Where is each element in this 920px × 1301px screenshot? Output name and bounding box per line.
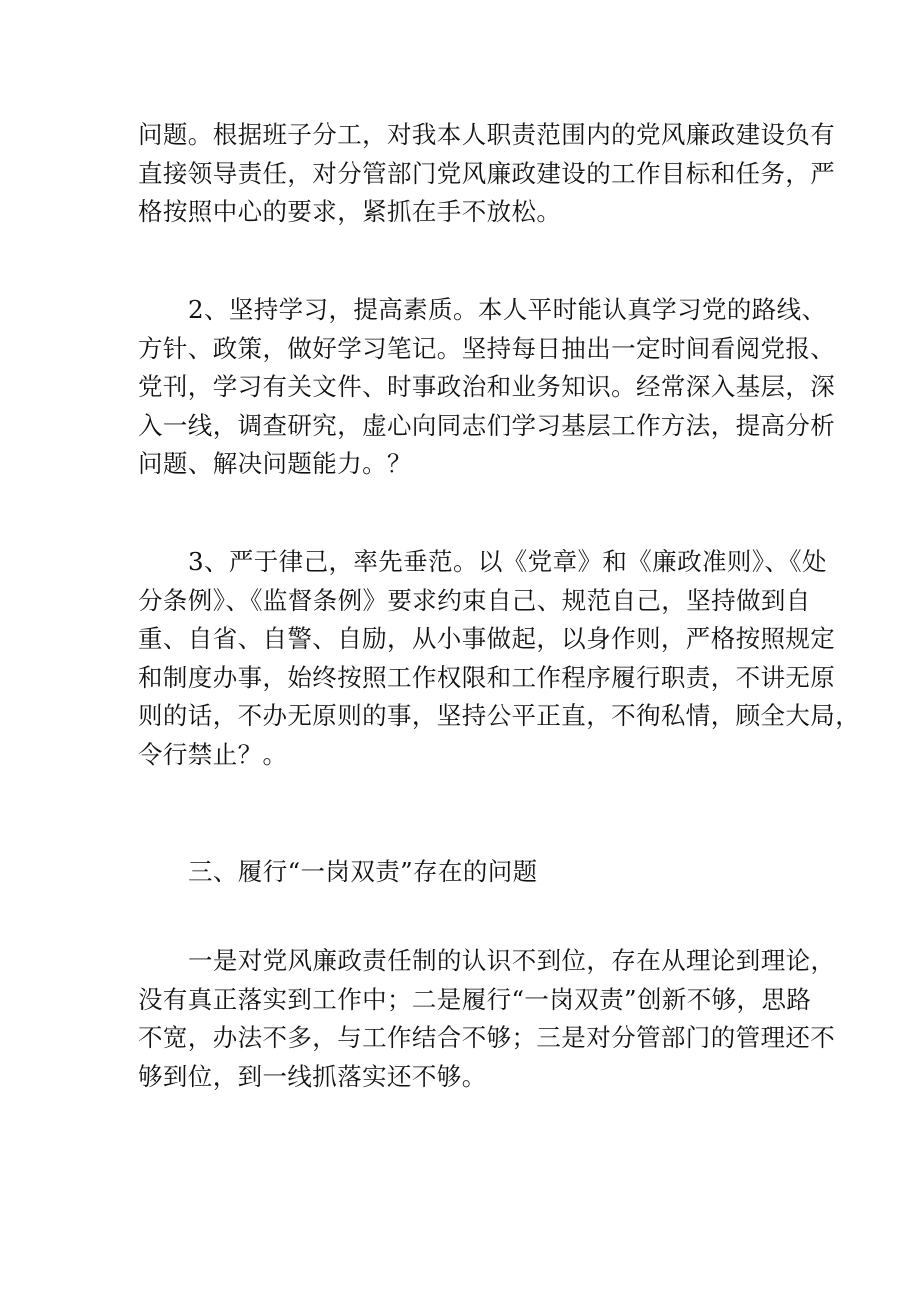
paragraph-responsibility-continuation xyxy=(138,116,836,232)
section-heading-text: 三、履行“一岗双责”存在的问题 xyxy=(188,857,538,886)
text-line: 问题、解决问题能力。？ xyxy=(138,449,412,478)
text-line: 不宽，办法不多，与工作结合不够；三是对分管部门的管理还不 xyxy=(138,1023,836,1052)
text-line: 和制度办事，始终按照工作权限和工作程序履行职责，不讲无原 xyxy=(138,662,836,692)
text-line: 令行禁止？。 xyxy=(138,739,288,769)
text-line: 问题。根据班子分工，对我本人职责范围内的党风廉政建设负有 xyxy=(138,120,836,149)
text-line: 则的话，不办无原则的事，坚持公平正直，不徇私情，顾全大局， xyxy=(138,701,861,730)
text-line: 没有真正落实到工作中；二是履行“一岗双责”创新不够，思路 xyxy=(138,984,812,1014)
text-line: 格按照中心的要求，紧抓在手不放松。 xyxy=(138,197,562,226)
section-heading-3 xyxy=(138,853,790,892)
text-line: 方针、政策，做好学习笔记。坚持每日抽出一定时间看阅党报、 xyxy=(138,333,836,363)
text-line: 一是对党风廉政责任制的认识不到位，存在从理论到理论， xyxy=(188,946,836,975)
text-line: 党刊，学习有关文件、时事政治和业务知识。经常深入基层，深 xyxy=(138,372,836,401)
paragraph-point-3-self-discipline xyxy=(138,543,861,774)
paragraph-problems xyxy=(138,942,836,1096)
text-line: 3、严于律己，率先垂范。以《党章》和《廉政准则》、《处 xyxy=(188,547,827,576)
text-line: 入一线，调查研究，虚心向同志们学习基层工作方法，提高分析 xyxy=(138,410,836,440)
text-line: 重、自省、自警、自励，从小事做起，以身作则，严格按照规定 xyxy=(138,624,836,653)
text-line: 分条例》、《监督条例》要求约束自己、规范自己，坚持做到自 xyxy=(138,585,811,615)
text-line: 直接领导责任，对分管部门党风廉政建设的工作目标和任务，严 xyxy=(138,158,836,188)
text-line: 够到位，到一线抓落实还不够。 xyxy=(138,1061,487,1091)
paragraph-point-2-study xyxy=(138,291,836,484)
text-line: 2、坚持学习，提高素质。本人平时能认真学习党的路线、 xyxy=(188,295,827,324)
